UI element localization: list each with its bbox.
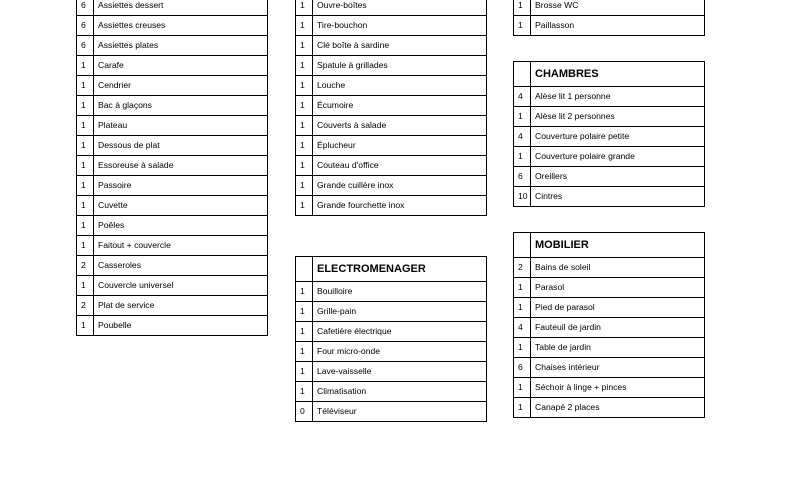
item-label: Alèse lit 2 personnes (531, 107, 705, 127)
item-qty: 6 (514, 167, 531, 187)
item-label: Table de jardin (531, 338, 705, 358)
item-qty: 1 (514, 147, 531, 167)
header-qty-cell (514, 233, 531, 258)
item-qty: 10 (514, 187, 531, 207)
item-label: Cendrier (94, 76, 268, 96)
item-label: Couvercle universel (94, 276, 268, 296)
item-label: Plat de service (94, 296, 268, 316)
item-label: Lave-vaisselle (313, 362, 487, 382)
item-qty: 2 (77, 296, 94, 316)
inventory-table-electromenager (295, 256, 487, 422)
table-row (296, 156, 487, 176)
item-qty: 1 (77, 116, 94, 136)
table-body (77, 0, 268, 336)
item-label: Casseroles (94, 256, 268, 276)
table-body (514, 62, 705, 207)
item-qty: 1 (514, 338, 531, 358)
item-label: Couverture polaire grande (531, 147, 705, 167)
item-label: Brosse WC (531, 0, 705, 16)
item-qty: 0 (296, 402, 313, 422)
item-qty: 1 (77, 76, 94, 96)
table-row (296, 76, 487, 96)
item-qty: 1 (296, 322, 313, 342)
item-qty: 2 (514, 258, 531, 278)
item-qty: 1 (514, 398, 531, 418)
table-row (296, 382, 487, 402)
item-qty: 1 (77, 156, 94, 176)
item-qty: 1 (514, 378, 531, 398)
item-label: Bouilloire (313, 282, 487, 302)
item-label: Spatule à grillades (313, 56, 487, 76)
table-row (514, 127, 705, 147)
item-label: Dessous de plat (94, 136, 268, 156)
item-label: Assiettes plates (94, 36, 268, 56)
item-qty: 1 (77, 196, 94, 216)
item-label: Couverture polaire petite (531, 127, 705, 147)
item-qty: 1 (77, 176, 94, 196)
section-title: ELECTROMENAGER (313, 257, 487, 282)
item-label: Louche (313, 76, 487, 96)
table-header-row (514, 233, 705, 258)
item-qty: 1 (296, 36, 313, 56)
table-row (296, 342, 487, 362)
item-qty: 1 (77, 316, 94, 336)
table-row (77, 36, 268, 56)
inventory-table-cuisine (76, 0, 268, 336)
item-label: Assiettes dessert (94, 0, 268, 16)
table-row (514, 278, 705, 298)
item-qty: 1 (514, 278, 531, 298)
item-label: Bains de soleil (531, 258, 705, 278)
item-qty: 6 (77, 16, 94, 36)
item-label: Cintres (531, 187, 705, 207)
item-qty: 1 (514, 16, 531, 36)
item-label: Essoreuse à salade (94, 156, 268, 176)
item-label: Parasol (531, 278, 705, 298)
table-row (77, 136, 268, 156)
item-label: Cuvette (94, 196, 268, 216)
item-label: Clé boîte à sardine (313, 36, 487, 56)
table-body (514, 0, 705, 36)
item-label: Tire-bouchon (313, 16, 487, 36)
table-row (77, 56, 268, 76)
item-qty: 1 (296, 76, 313, 96)
table-row (77, 196, 268, 216)
table-row (296, 116, 487, 136)
table-row (77, 276, 268, 296)
table-row (296, 282, 487, 302)
inventory-table-ustensiles (295, 0, 487, 216)
item-label: Écumoire (313, 96, 487, 116)
item-label: Paillasson (531, 16, 705, 36)
table-header-row (296, 257, 487, 282)
table-row (77, 156, 268, 176)
table-row (77, 176, 268, 196)
item-qty: 1 (296, 156, 313, 176)
table-body (514, 233, 705, 418)
table-row (296, 136, 487, 156)
item-label: Carafe (94, 56, 268, 76)
item-qty: 1 (296, 136, 313, 156)
item-qty: 1 (296, 302, 313, 322)
table-row (514, 378, 705, 398)
item-qty: 1 (514, 298, 531, 318)
table-row (296, 402, 487, 422)
item-label: Couverts à salade (313, 116, 487, 136)
item-qty: 4 (514, 318, 531, 338)
table-row (514, 358, 705, 378)
item-label: Ouvre-boîtes (313, 0, 487, 16)
item-qty: 1 (296, 362, 313, 382)
item-qty: 1 (296, 56, 313, 76)
inventory-table-mobilier (513, 232, 705, 418)
table-row (296, 196, 487, 216)
table-header-row (514, 62, 705, 87)
item-qty: 4 (514, 87, 531, 107)
item-label: Bac à glaçons (94, 96, 268, 116)
table-row (514, 87, 705, 107)
item-qty: 1 (296, 16, 313, 36)
item-qty: 1 (77, 96, 94, 116)
item-label: Téléviseur (313, 402, 487, 422)
table-row (77, 296, 268, 316)
item-qty: 1 (296, 0, 313, 16)
item-label: Grille-pain (313, 302, 487, 322)
table-row (514, 0, 705, 16)
table-row (77, 216, 268, 236)
item-qty: 1 (296, 96, 313, 116)
item-label: Passoire (94, 176, 268, 196)
item-qty: 1 (296, 382, 313, 402)
item-label: Climatisation (313, 382, 487, 402)
table-row (514, 107, 705, 127)
table-row (77, 116, 268, 136)
table-row (77, 96, 268, 116)
item-label: Couteau d'office (313, 156, 487, 176)
item-qty: 6 (77, 0, 94, 16)
item-qty: 1 (77, 216, 94, 236)
table-row (514, 398, 705, 418)
item-label: Assiettes creuses (94, 16, 268, 36)
item-qty: 1 (77, 276, 94, 296)
item-qty: 2 (77, 256, 94, 276)
item-qty: 1 (296, 282, 313, 302)
table-body (296, 257, 487, 422)
table-row (296, 96, 487, 116)
item-qty: 4 (514, 127, 531, 147)
item-qty: 1 (296, 342, 313, 362)
header-qty-cell (514, 62, 531, 87)
table-row (77, 256, 268, 276)
item-qty: 1 (77, 236, 94, 256)
table-row (514, 258, 705, 278)
section-title: MOBILIER (531, 233, 705, 258)
inventory-table-sanitaire (513, 0, 705, 36)
table-row (296, 322, 487, 342)
table-body (296, 0, 487, 216)
item-qty: 1 (296, 196, 313, 216)
table-row (514, 167, 705, 187)
table-row (296, 0, 487, 16)
table-row (514, 298, 705, 318)
header-qty-cell (296, 257, 313, 282)
item-label: Oreillers (531, 167, 705, 187)
item-qty: 1 (514, 0, 531, 16)
item-label: Grande cuillère inox (313, 176, 487, 196)
table-row (296, 362, 487, 382)
inventory-table-chambres (513, 61, 705, 207)
table-row (77, 0, 268, 16)
table-row (514, 338, 705, 358)
table-row (77, 16, 268, 36)
table-row (514, 16, 705, 36)
item-label: Grande fourchette inox (313, 196, 487, 216)
table-row (296, 302, 487, 322)
item-qty: 6 (77, 36, 94, 56)
table-row (77, 236, 268, 256)
item-label: Alèse lit 1 personne (531, 87, 705, 107)
item-label: Poubelle (94, 316, 268, 336)
table-row (296, 56, 487, 76)
item-label: Cafetière électrique (313, 322, 487, 342)
item-qty: 1 (77, 136, 94, 156)
table-row (514, 147, 705, 167)
table-row (296, 176, 487, 196)
item-label: Faitout + couvercle (94, 236, 268, 256)
section-title: CHAMBRES (531, 62, 705, 87)
table-row (296, 36, 487, 56)
table-row (514, 187, 705, 207)
table-row (77, 76, 268, 96)
item-label: Plateau (94, 116, 268, 136)
item-label: Fauteuil de jardin (531, 318, 705, 338)
item-qty: 6 (514, 358, 531, 378)
table-row (296, 16, 487, 36)
item-label: Four micro-onde (313, 342, 487, 362)
item-qty: 1 (296, 176, 313, 196)
item-label: Éplucheur (313, 136, 487, 156)
item-qty: 1 (77, 56, 94, 76)
table-row (77, 316, 268, 336)
item-qty: 1 (296, 116, 313, 136)
table-row (514, 318, 705, 338)
item-label: Poêles (94, 216, 268, 236)
item-label: Pied de parasol (531, 298, 705, 318)
item-qty: 1 (514, 107, 531, 127)
item-label: Canapé 2 places (531, 398, 705, 418)
item-label: Séchoir à linge + pinces (531, 378, 705, 398)
item-label: Chaises intérieur (531, 358, 705, 378)
